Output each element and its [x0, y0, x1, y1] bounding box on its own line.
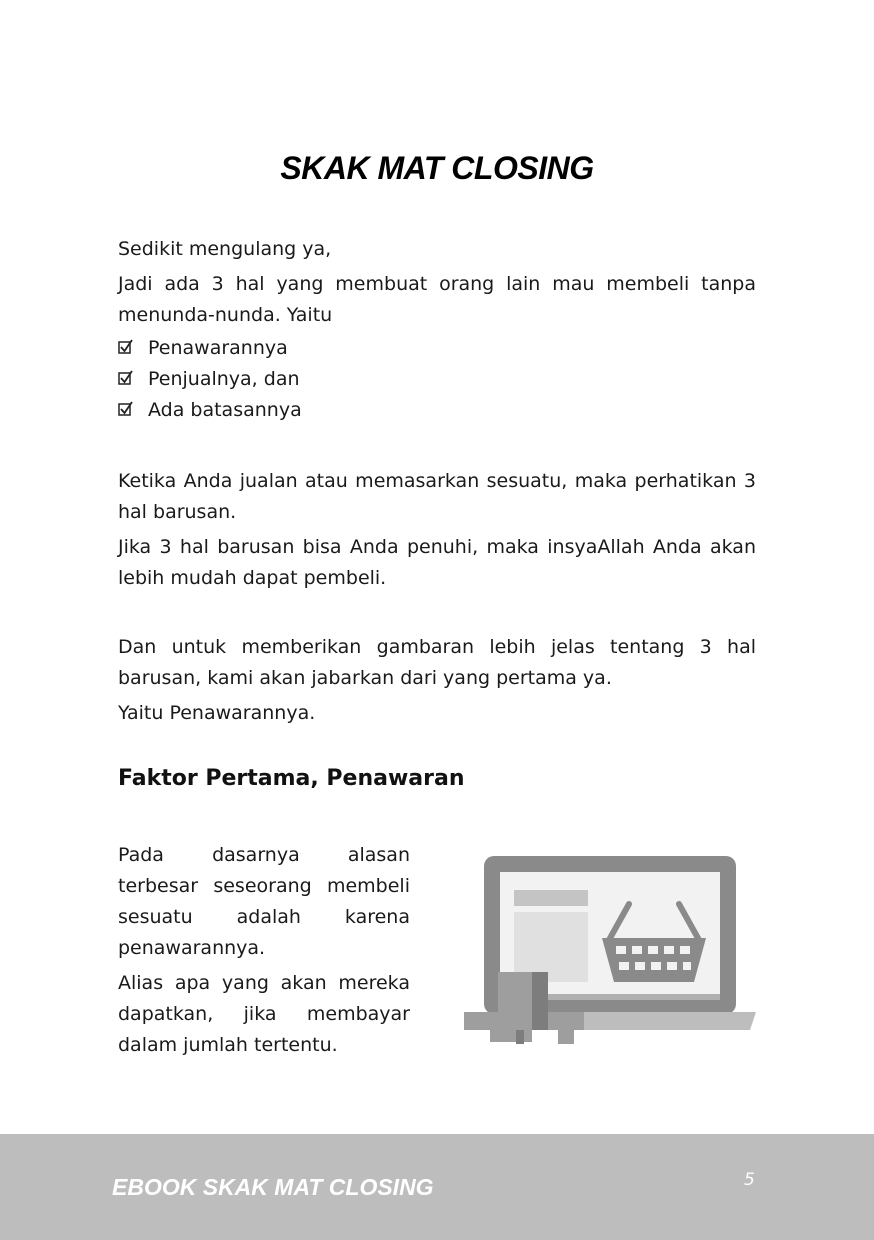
- intro-paragraph-2-line-1: Jadi ada 3 hal yang membuat orang lain mau membeli tanpa: [118, 273, 756, 295]
- checklist: [118, 333, 756, 426]
- intro-block: [118, 234, 756, 426]
- checklist-item: [118, 395, 756, 426]
- laptop-shopping-basket-icon: [464, 854, 756, 1046]
- section-paragraph: Pada dasarnya alasan terbesar seseorang membeli sesuatu adalah karena penawarannya.: [118, 844, 410, 959]
- page-footer: [0, 1134, 874, 1240]
- body-paragraph: Ketika Anda jualan atau memasarkan sesuatu, maka perhatikan 3 hal barusan.: [118, 470, 756, 523]
- intro-paragraph-1: Sedikit mengulang ya,: [118, 238, 332, 260]
- body-paragraph: Jika 3 hal barusan bisa Anda penuhi, maka insyaAllah Anda akan lebih mudah dapat pembeli.: [118, 536, 756, 589]
- checklist-item-label: Penawarannya: [148, 337, 288, 359]
- page-title: SKAK MAT CLOSING: [280, 150, 594, 186]
- footer-title: EBOOK SKAK MAT CLOSING: [112, 1174, 434, 1200]
- body-paragraph: Yaitu Penawarannya.: [118, 702, 316, 724]
- checkbox-checked-icon: [118, 401, 134, 417]
- checklist-item: [118, 364, 756, 395]
- section-heading: Faktor Pertama, Penawaran: [118, 766, 465, 791]
- checklist-item: [118, 333, 756, 364]
- intro-paragraph-2-line-2: menunda-nunda. Yaitu: [118, 304, 333, 326]
- section-paragraph: Alias apa yang akan mereka dapatkan, jika membayar dalam jumlah tertentu.: [118, 972, 410, 1056]
- checklist-item-label: Penjualnya, dan: [148, 368, 300, 390]
- body-block-2: [118, 632, 756, 729]
- checklist-item-label: Ada batasannya: [148, 399, 302, 421]
- page-number: 5: [744, 1170, 755, 1190]
- section-text: [118, 840, 410, 1061]
- checkbox-checked-icon: [118, 370, 134, 386]
- body-block-1: [118, 466, 756, 594]
- checkbox-checked-icon: [118, 339, 134, 355]
- body-paragraph: Dan untuk memberikan gambaran lebih jelas tentang 3 hal barusan, kami akan jabarkan dari yang pertama ya.: [118, 636, 756, 689]
